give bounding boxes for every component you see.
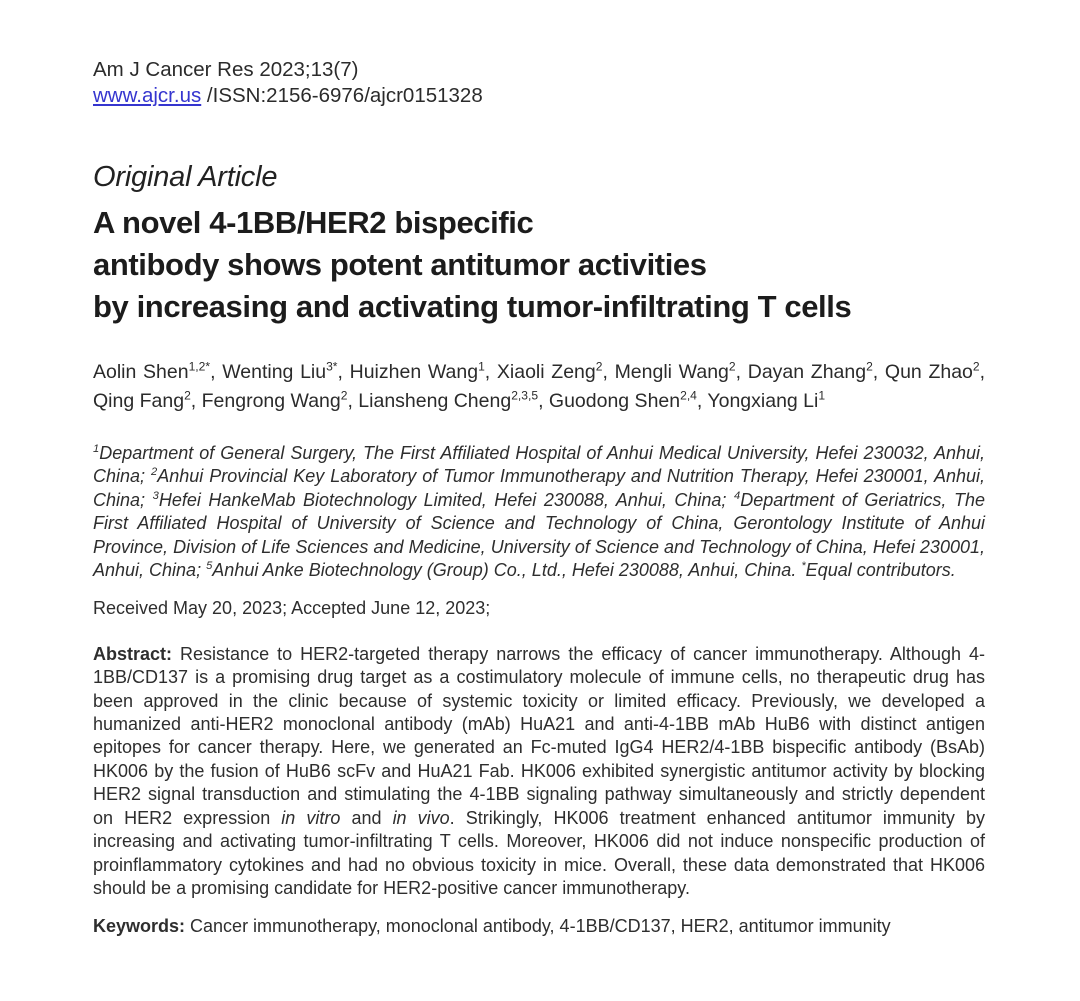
author-name: Fengrong Wang$^2$ [201, 388, 348, 412]
keywords [93, 915, 985, 938]
received-accepted-line: Received May 20, 2023; Accepted June 12, 2023; [93, 598, 491, 619]
author-name: Yongxiang Li$^1$ [707, 388, 826, 412]
journal-url-link[interactable]: www.ajcr.us [93, 84, 202, 107]
author-name: Qun Zhao$^2$ [884, 359, 980, 383]
abstract-text: Resistance to HER2-targeted therapy narrows the efficacy of cancer immunotherapy. Although 4-1BB/CD137 is a promising drug target as a costimulatory molecule of immune cells, no therapeutic drug has been approved in the clinic because of systemic toxicity or limited efficacy. Previously, we developed a humanized anti-HER2 monoclonal antibody (mAb) HuA21 and anti-4-1BB mAb HuB6 with distinct antigen epitopes for cancer therapy. Here, we generated an Fc-muted IgG4 HER2/4-1BB bispecific antibody (BsAb) HK006 by the fusion of HuB6 scFv and HuA21 Fab. HK006 exhibited synergistic antitumor activity by blocking HER2 signal transduction and stimulating the 4-1BB signaling pathway simultaneously and strictly dependent on HER2 expression in vitro and in vivo. Strikingly, HK006 treatment enhanced antitumor immunity by increasing and activating tumor-infiltrating T cells. Moreover, HK006 did not induce nonspecific production of proinflammatory cytokines and had no obvious toxicity in mice. Overall, these data demonstrated that HK006 should be a promising candidate for HER2-positive cancer immunotherapy. [93, 643, 986, 898]
article-title: A novel 4-1BB/HER2 bispecific antibody shows potent antitumor activities by increasing and activating tumor-infiltrating T cells [93, 205, 852, 324]
masthead-line2 [93, 83, 985, 109]
journal-citation: Am J Cancer Res 2023;13(7) [93, 58, 359, 81]
keywords-text: Cancer immunotherapy, monoclonal antibody, 4-1BB/CD137, HER2, antitumor immunity [185, 916, 891, 937]
keywords-label: Keywords: [93, 916, 186, 937]
author-name: Mengli Wang$^2$ [614, 359, 736, 383]
issn-text: /ISSN:2156-6976/ajcr0151328 [201, 84, 483, 107]
author-name: Qing Fang$^2$ [93, 388, 191, 412]
author-name: Huizhen Wang$^1$ [349, 359, 485, 383]
author-name: Guodong Shen$^{2,4}$ [548, 388, 697, 412]
author-name: Xiaoli Zeng$^2$ [496, 359, 603, 383]
masthead [93, 57, 985, 109]
author-name: Aolin Shen$^{1,2*}$ [93, 359, 211, 383]
abstract-label: Abstract: [93, 643, 173, 664]
article-type-label: Original Article [93, 161, 278, 193]
author-name: Wenting Liu$^{3*}$ [222, 359, 338, 383]
author-name: Liansheng Cheng$^{2,3,5}$ [358, 388, 539, 412]
abstract [93, 643, 985, 900]
affiliations: $^1$Department of General Surgery, The First Affiliated Hospital of Anhui Medical University, Hefei 230032, Anhui, China; $^2$Anhui Provincial Key Laboratory of Tumor Immunotherapy and Nutrition Therapy, Hefei 230001, Anhui, China; $^3$Hefei HankeMab Biotechnology Limited, Hefei 230088, Anhui, China; $^4$Department of Geriatrics, The First Affiliated Hospital of University of Science and Technology of China, Gerontology Institute of Anhui Province, Division of Life Sciences and Medicine, University of Science and Technology of China, Hefei 230001, Anhui, China; $^5$Anhui Anke Biotechnology (Group) Co., Ltd., Hefei 230088, Anhui, China. *Equal contributors. [93, 443, 985, 581]
author-list: Aolin Shen$^{1,2*}$, Wenting Liu$^{3*}$, Huizhen Wang$^1$, Xiaoli Zeng$^2$, Mengli Wang$^2$, Dayan Zhang$^2$, Qun Zhao$^2$, Qing Fang$^2$, Fengrong Wang$^2$, Liansheng Cheng$^{2,3,5}$, Guodong Shen$^{2,4}$, Yongxiang Li$^1$ [93, 359, 986, 412]
author-name: Dayan Zhang$^2$ [747, 359, 873, 383]
